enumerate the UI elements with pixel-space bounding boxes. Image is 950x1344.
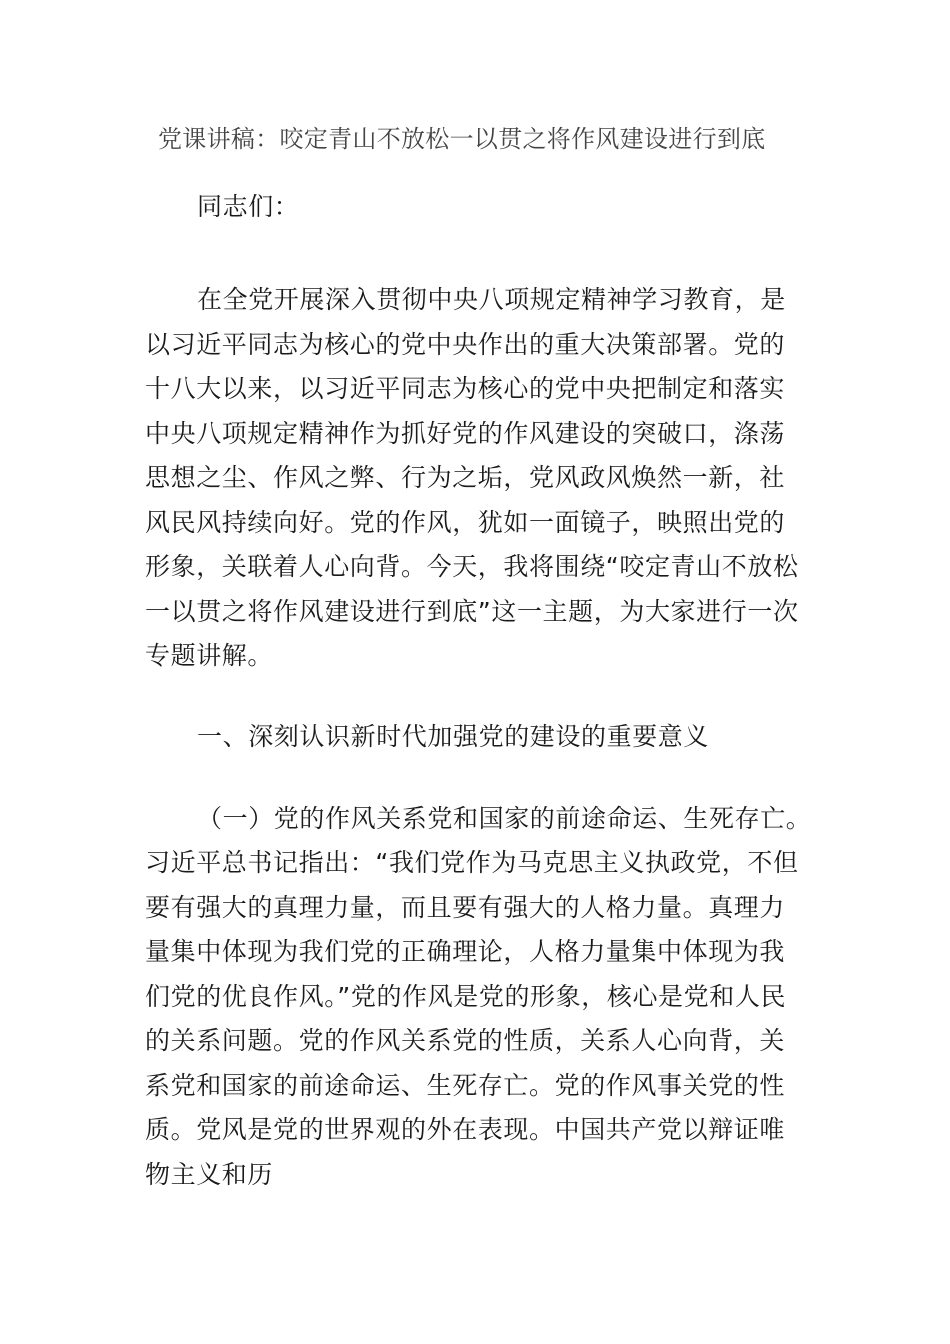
paragraph-line: 量集中体现为我们党的正确理论，人格力量集中体现为我	[145, 937, 786, 966]
paragraph-line: 系党和国家的前途命运、生死存亡。党的作风事关党的性	[145, 1071, 786, 1100]
paragraph-line: 习近平总书记指出：“我们党作为马克思主义执政党，不但	[145, 848, 799, 877]
paragraph-line: 思想之尘、作风之弊、行为之垢，党风政风焕然一新，社	[145, 463, 786, 492]
paragraph-line: 形象，关联着人心向背。今天，我将围绕“咬定青山不放松	[145, 552, 799, 581]
section-heading: 一、深刻认识新时代加强党的建设的重要意义	[197, 722, 710, 751]
paragraph-line: 质。党风是党的世界观的外在表现。中国共产党以辩证唯	[145, 1115, 786, 1144]
paragraph-line: 专题讲解。	[145, 641, 274, 670]
paragraph-line: 风民风持续向好。党的作风，犹如一面镜子，映照出党的	[145, 508, 786, 537]
paragraph-line: 物主义和历	[145, 1160, 274, 1189]
paragraph-line: 中央八项规定精神作为抓好党的作风建设的突破口，涤荡	[145, 419, 786, 448]
greeting: 同志们：	[197, 192, 300, 221]
paragraph-line: 在全党开展深入贯彻中央八项规定精神学习教育，是	[197, 285, 786, 314]
paragraph-line: 以习近平同志为核心的党中央作出的重大决策部署。党的	[145, 330, 786, 359]
paragraph-line: 十八大以来，以习近平同志为核心的党中央把制定和落实	[145, 374, 786, 403]
document-title: 党课讲稿：咬定青山不放松一以贯之将作风建设进行到底	[158, 125, 766, 153]
paragraph-line: 一以贯之将作风建设进行到底”这一主题，为大家进行一次	[145, 597, 799, 626]
paragraph-line: 的关系问题。党的作风关系党的性质，关系人心向背，关	[145, 1026, 786, 1055]
paragraph-line: 们党的优良作风。”党的作风是党的形象，核心是党和人民	[145, 982, 787, 1011]
paragraph-line: 要有强大的真理力量，而且要有强大的人格力量。真理力	[145, 893, 786, 922]
paragraph-line: （一）党的作风关系党和国家的前途命运、生死存亡。	[197, 804, 812, 833]
